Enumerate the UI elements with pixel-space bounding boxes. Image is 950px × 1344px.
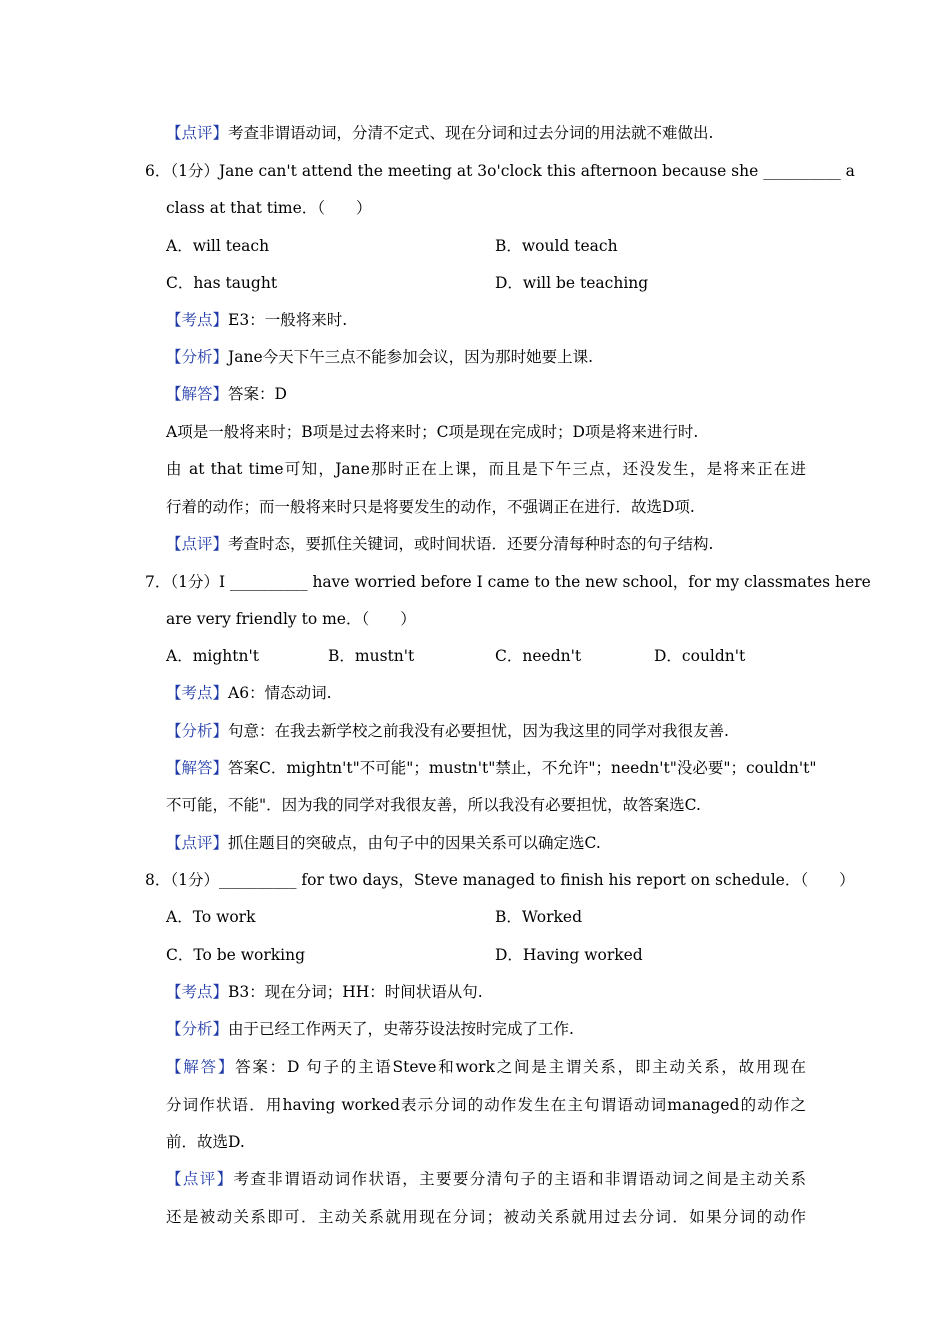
text-line bbox=[166, 721, 729, 741]
line-text: 考查非谓语动词作状语，主要要分清句子的主语和非谓语动词之间是主动关系 bbox=[233, 1170, 806, 1188]
text-line bbox=[495, 907, 582, 927]
text-line bbox=[166, 758, 817, 778]
text-line bbox=[495, 646, 581, 666]
section-tag: 【分析】 bbox=[166, 1020, 229, 1038]
text-line bbox=[166, 1057, 806, 1077]
line-text: B．would teach bbox=[495, 237, 618, 255]
line-text: 不可能，不能"．因为我的同学对我很友善，所以我没有必要担忧，故答案选C. bbox=[166, 796, 701, 814]
text-line bbox=[145, 870, 855, 890]
section-tag: 【解答】 bbox=[166, 385, 229, 403]
line-text: 6．（1分）Jane can't attend the meeting at 3o'clock this afternoon because she __________ a bbox=[145, 162, 855, 180]
text-line bbox=[495, 236, 618, 256]
line-text: 由 at that time可知，Jane那时正在上课，而且是下午三点，还没发生，是将来正在进 bbox=[166, 460, 806, 478]
line-text: E3：一般将来时. bbox=[228, 311, 348, 329]
section-tag: 【解答】 bbox=[166, 759, 229, 777]
line-text: 句意：在我去新学校之前我没有必要担忧，因为我这里的同学对我很友善. bbox=[228, 722, 729, 740]
section-tag: 【分析】 bbox=[166, 348, 229, 366]
line-text: 由于已经工作两天了，史蒂芬设法按时完成了工作. bbox=[228, 1020, 574, 1038]
line-text: D．couldn't bbox=[654, 647, 746, 665]
text-line bbox=[166, 123, 713, 143]
section-tag: 【点评】 bbox=[166, 1170, 234, 1188]
text-line bbox=[145, 161, 855, 181]
text-line bbox=[145, 572, 871, 592]
line-text: Jane今天下午三点不能参加会议，因为那时她要上课. bbox=[228, 348, 594, 366]
line-text: B．Worked bbox=[495, 908, 582, 926]
line-text: 分词作状语．用having worked表示分词的动作发生在主句谓语动词managed的动作之 bbox=[166, 1096, 806, 1114]
line-text: C．has taught bbox=[166, 274, 278, 292]
line-text: D．will be teaching bbox=[495, 274, 649, 292]
text-line bbox=[166, 646, 259, 666]
text-line bbox=[166, 459, 806, 479]
text-line bbox=[166, 497, 695, 517]
text-line bbox=[166, 1095, 806, 1115]
line-text: 还是被动关系即可．主动关系就用现在分词；被动关系就用过去分词．如果分词的动作 bbox=[166, 1208, 806, 1226]
line-text: A．To work bbox=[166, 908, 256, 926]
line-text: A．mightn't bbox=[166, 647, 259, 665]
text-line bbox=[166, 1169, 806, 1189]
text-line bbox=[166, 982, 483, 1002]
text-line bbox=[166, 534, 713, 554]
line-text: C．needn't bbox=[495, 647, 582, 665]
line-text: 8．（1分）__________ for two days，Steve managed to finish his report on schedule．（ ） bbox=[145, 871, 855, 889]
text-line bbox=[166, 795, 701, 815]
text-line bbox=[166, 1019, 574, 1039]
text-line bbox=[166, 273, 277, 293]
text-line bbox=[166, 422, 698, 442]
line-text: are very friendly to me．（ ） bbox=[166, 610, 416, 628]
line-text: 抓住题目的突破点，由句子中的因果关系可以确定选C. bbox=[228, 834, 601, 852]
section-tag: 【考点】 bbox=[166, 311, 229, 329]
text-line bbox=[166, 347, 593, 367]
line-text: class at that time．（ ） bbox=[166, 199, 372, 217]
text-line bbox=[166, 1207, 806, 1227]
line-text: 答案：D 句子的主语Steve和work之间是主谓关系，即主动关系，故用现在 bbox=[235, 1058, 806, 1076]
section-tag: 【点评】 bbox=[166, 124, 229, 142]
line-text: 答案：D bbox=[228, 385, 287, 403]
line-text: 7．（1分）I __________ have worried before I came to the new school，for my classmates here bbox=[145, 573, 871, 591]
section-tag: 【点评】 bbox=[166, 834, 229, 852]
text-line bbox=[654, 646, 745, 666]
line-text: 考查时态，要抓住关键词，或时间状语．还要分清每种时态的句子结构. bbox=[228, 535, 714, 553]
text-line bbox=[166, 833, 601, 853]
text-line bbox=[166, 907, 256, 927]
line-text: A．will teach bbox=[166, 237, 270, 255]
text-line bbox=[495, 273, 648, 293]
section-tag: 【点评】 bbox=[166, 535, 229, 553]
text-line bbox=[166, 683, 332, 703]
section-tag: 【解答】 bbox=[166, 1058, 236, 1076]
text-line bbox=[166, 945, 305, 965]
text-line bbox=[328, 646, 414, 666]
text-line bbox=[166, 198, 372, 218]
line-text: D．Having worked bbox=[495, 946, 643, 964]
text-line bbox=[166, 384, 287, 404]
section-tag: 【考点】 bbox=[166, 684, 229, 702]
text-line bbox=[166, 609, 416, 629]
line-text: 行着的动作；而一般将来时只是将要发生的动作，不强调正在进行．故选D项. bbox=[166, 498, 695, 516]
text-line bbox=[495, 945, 643, 965]
section-tag: 【分析】 bbox=[166, 722, 229, 740]
line-text: A项是一般将来时；B项是过去将来时；C项是现在完成时；D项是将来进行时. bbox=[166, 423, 699, 441]
section-tag: 【考点】 bbox=[166, 983, 229, 1001]
text-line bbox=[166, 1132, 245, 1152]
line-text: 前．故选D. bbox=[166, 1133, 245, 1151]
line-text: 答案C．mightn't"不可能"；mustn't"禁止，不允许"；needn't"没必要"；couldn't" bbox=[228, 759, 817, 777]
line-text: B．mustn't bbox=[328, 647, 415, 665]
text-line bbox=[166, 236, 269, 256]
line-text: 考查非谓语动词，分清不定式、现在分词和过去分词的用法就不难做出. bbox=[228, 124, 714, 142]
line-text: B3：现在分词；HH：时间状语从句. bbox=[228, 983, 483, 1001]
line-text: A6：情态动词. bbox=[228, 684, 332, 702]
text-line bbox=[166, 310, 347, 330]
line-text: C．To be working bbox=[166, 946, 306, 964]
